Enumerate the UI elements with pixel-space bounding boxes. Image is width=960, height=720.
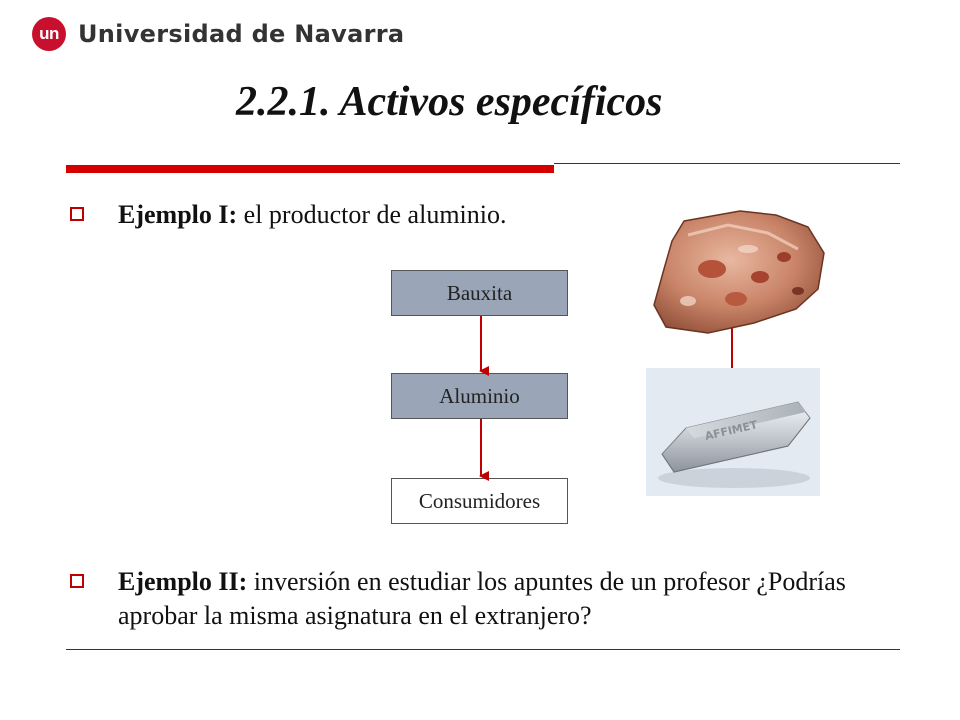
bullet-text: [118, 565, 908, 633]
bottom-rule: [66, 649, 900, 650]
bauxite-rock-image: [648, 205, 828, 340]
flow-step-aluminio: Aluminio: [391, 373, 568, 419]
bullet-body: el productor de aluminio.: [243, 200, 507, 229]
bullet-label: Ejemplo I:: [118, 200, 238, 229]
ingot-stamp-text: AFFIMET: [703, 418, 759, 443]
bullet-example-2: [70, 565, 900, 633]
ingot-graphic: [646, 368, 820, 496]
flow-step-consumidores: Consumidores: [391, 478, 568, 524]
flow-step-bauxita: Bauxita: [391, 270, 568, 316]
institution-name: Universidad de Navarra: [78, 20, 405, 48]
slide-title: 2.2.1. Activos específicos: [236, 79, 663, 125]
aluminium-ingot-image: [646, 368, 820, 496]
logo-mark-icon: un: [32, 17, 66, 51]
bullet-label: Ejemplo II:: [118, 567, 248, 596]
bullet-body: inversión en estudiar los apuntes de un profesor ¿Podrías aprobar la misma asignatura en el extranjero?: [118, 567, 846, 630]
square-bullet-icon: [70, 574, 84, 588]
